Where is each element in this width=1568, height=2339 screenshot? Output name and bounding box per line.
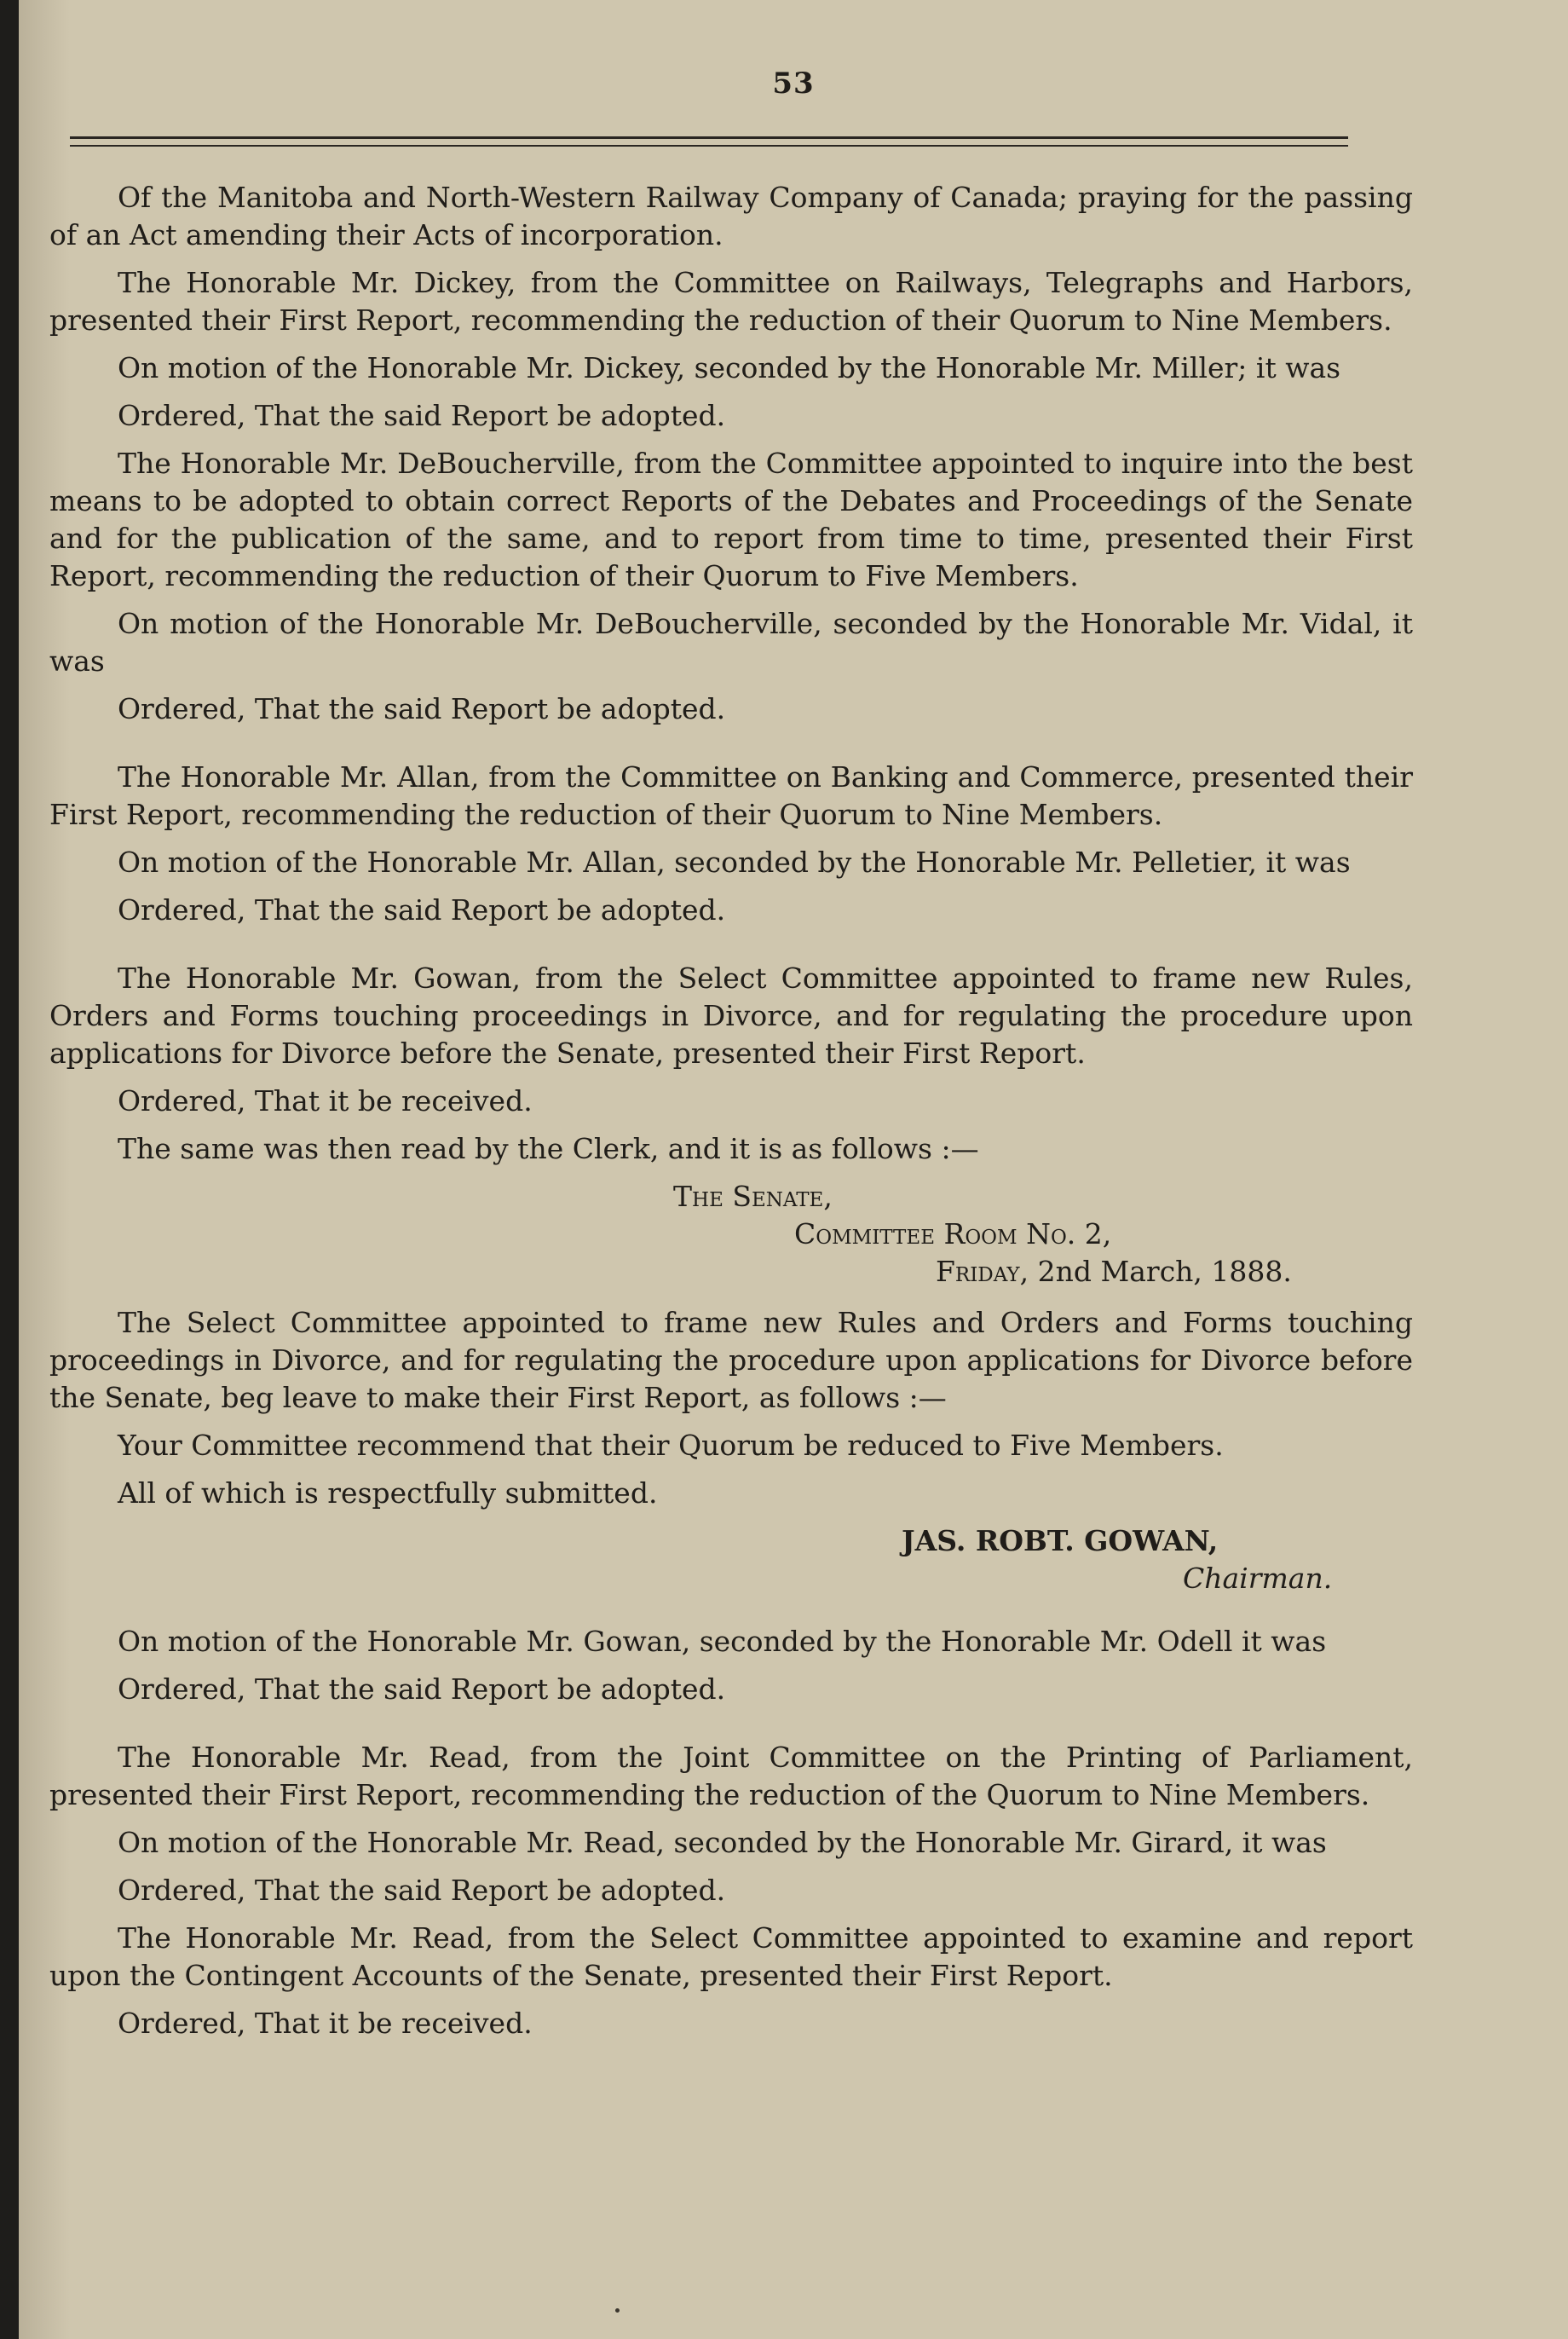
order-line: Ordered, That it be received. <box>118 1084 533 1118</box>
order-line: Ordered, That it be received. <box>118 2007 533 2040</box>
report-paragraph: The Select Committee appointed to frame new Rules and Orders and Forms touching proceedings in Divorce, and for regulating the procedure upon applications for Divorce before the Senate, beg leave to make their First Report, as follows :— <box>49 1306 1413 1414</box>
paragraph: The Honorable Mr. Gowan, from the Select Committee appointed to frame new Rules, Orders and Forms touching proceedings in Divorce, and for regulating the procedure upon applications for Divorce before the Senate, presented their First Report. <box>49 962 1413 1070</box>
order-line: Ordered, That the said Report be adopted. <box>118 692 726 725</box>
paragraph: On motion of the Honorable Mr. Dickey, seconded by the Honorable Mr. Miller; it was <box>118 351 1341 384</box>
header-rule-thin <box>70 145 1348 147</box>
signature-title: Chairman. <box>1183 1562 1333 1595</box>
report-heading-room: Committee Room No. 2, <box>794 1217 1112 1250</box>
signature-name: JAS. ROBT. GOWAN, <box>902 1524 1219 1557</box>
paragraph: Of the Manitoba and North-Western Railway Company of Canada; praying for the passing of an Act amending their Acts of incorporation. <box>49 181 1413 251</box>
report-paragraph: Your Committee recommend that their Quorum be reduced to Five Members. <box>118 1429 1224 1462</box>
paragraph: The Honorable Mr. Read, from the Select Committee appointed to examine and report upon the Contingent Accounts of the Senate, presented their First Report. <box>49 1921 1413 1992</box>
order-line: Ordered, That the said Report be adopted. <box>118 1672 726 1706</box>
paragraph: On motion of the Honorable Mr. Gowan, seconded by the Honorable Mr. Odell it was <box>118 1625 1327 1658</box>
report-paragraph: All of which is respectfully submitted. <box>118 1476 658 1510</box>
report-day: Friday, <box>936 1255 1029 1288</box>
paragraph: On motion of the Honorable Mr. DeBoucherville, seconded by the Honorable Mr. Vidal, it was <box>49 607 1413 678</box>
paragraph: The Honorable Mr. Read, from the Joint Committee on the Printing of Parliament, presented their First Report, recommending the reduction of the Quorum to Nine Members. <box>49 1741 1413 1811</box>
paragraph: The Honorable Mr. Allan, from the Committee on Banking and Commerce, presented their First Report, recommending the reduction of their Quorum to Nine Members. <box>49 760 1413 831</box>
paragraph: On motion of the Honorable Mr. Read, seconded by the Honorable Mr. Girard, it was <box>118 1826 1327 1859</box>
order-line: Ordered, That the said Report be adopted. <box>118 893 726 927</box>
order-line: Ordered, That the said Report be adopted. <box>118 1874 726 1907</box>
order-line: Ordered, That the said Report be adopted. <box>118 399 726 432</box>
header-rule <box>70 136 1348 139</box>
order-line: The same was then read by the Clerk, and it is as follows :— <box>118 1132 979 1165</box>
paragraph: On motion of the Honorable Mr. Allan, seconded by the Honorable Mr. Pelletier, it was <box>118 846 1351 879</box>
report-heading-senate: The Senate, <box>673 1180 833 1213</box>
report-date: 2nd March, 1888. <box>1037 1255 1292 1288</box>
page-number: 53 <box>772 66 815 101</box>
journal-text <box>49 179 1413 2053</box>
report-heading-date <box>49 1253 1413 1291</box>
paragraph: The Honorable Mr. Dickey, from the Committee on Railways, Telegraphs and Harbors, presented their First Report, recommending the reduction of their Quorum to Nine Members. <box>49 266 1413 337</box>
document-page <box>19 0 1568 2339</box>
paragraph: The Honorable Mr. DeBoucherville, from the Committee appointed to inquire into the best means to be adopted to obtain correct Reports of the Debates and Proceedings of the Senate and for the publication of the same, and to report from time to time, presented their First Report, recommending the reduction of their Quorum to Five Members. <box>49 447 1413 592</box>
ink-speck <box>615 2308 620 2313</box>
